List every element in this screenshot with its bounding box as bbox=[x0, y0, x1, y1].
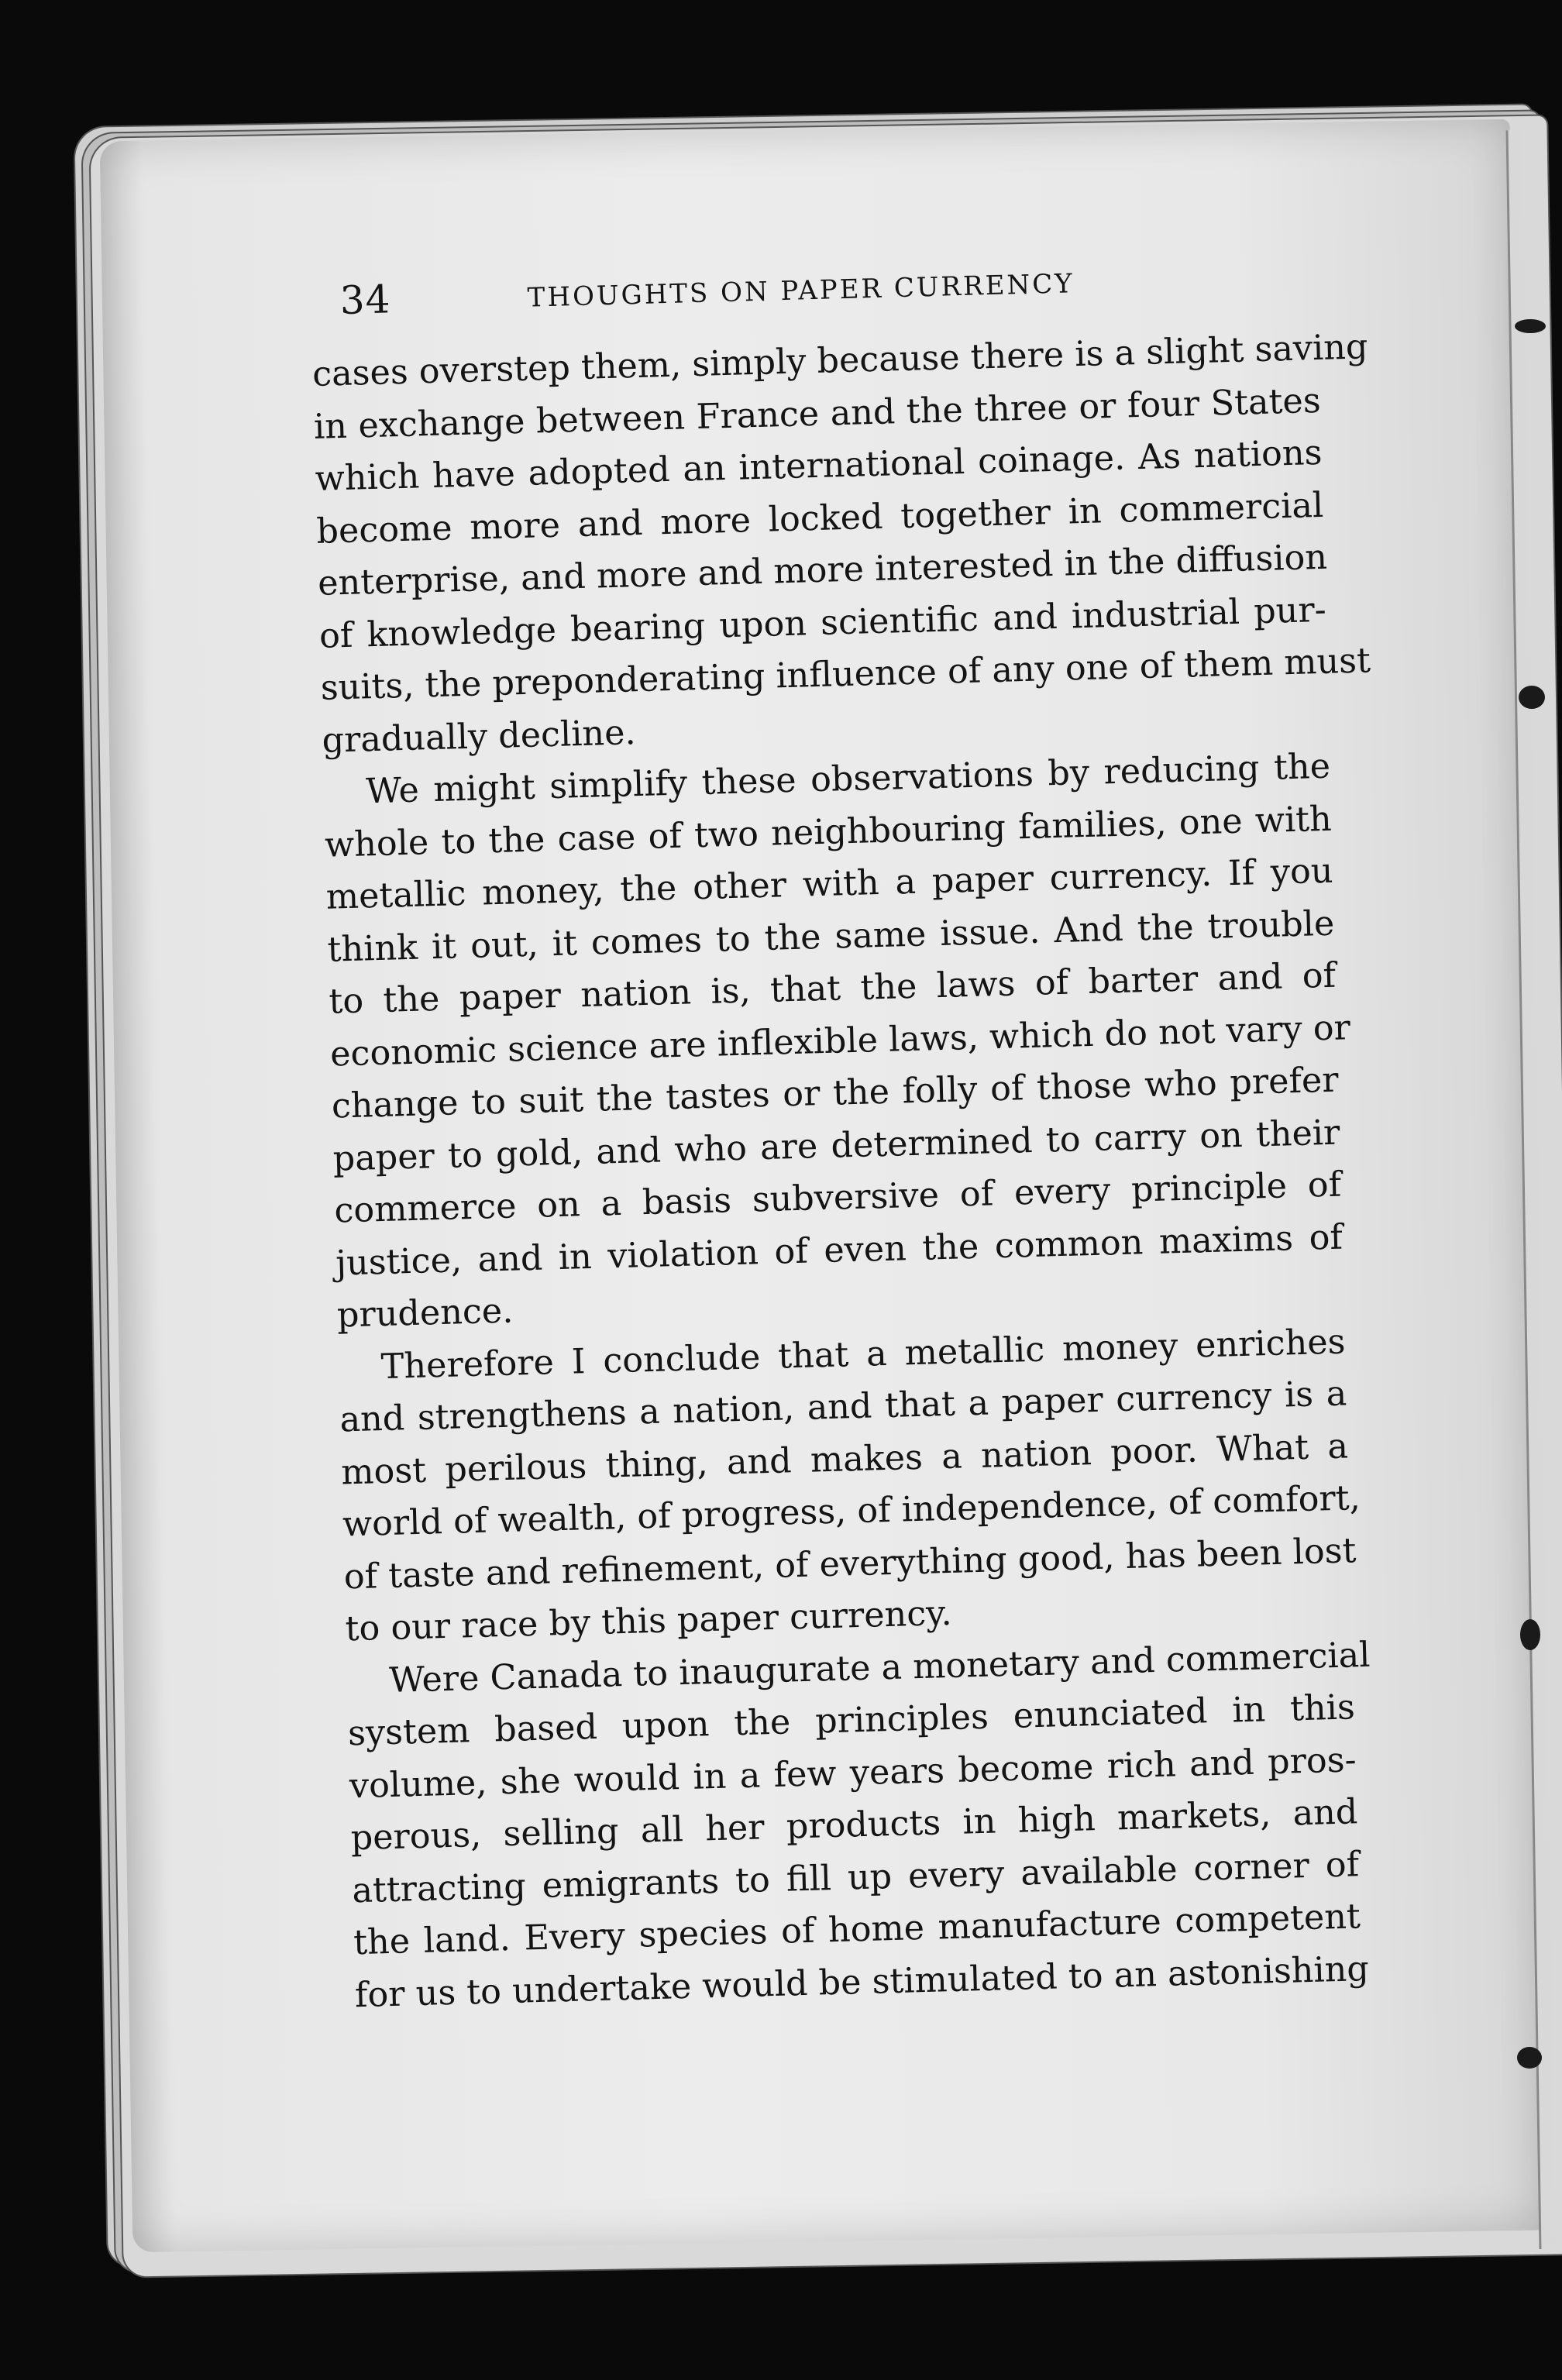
text-line: the land. Every species of home manufacture competent bbox=[353, 1897, 1361, 1963]
text-line: change to suit the tastes or the folly of those who prefer bbox=[331, 1060, 1340, 1126]
text-line: think it out, it comes to the same issue. And the trouble bbox=[327, 903, 1335, 970]
text-line: cases overstep them, simply because there is a slight saving bbox=[311, 327, 1369, 394]
text-line: and strengthens a nation, and that a paper currency is a bbox=[339, 1374, 1347, 1440]
text-line: most perilous thing, and makes a nation poor. What a bbox=[340, 1426, 1349, 1492]
text-line: We might simplify these observations by reducing the bbox=[365, 746, 1331, 812]
text-line: economic science are inflexible laws, which do not vary or bbox=[329, 1007, 1351, 1075]
text-line: whole to the case of two neighbouring families, one with bbox=[324, 799, 1333, 865]
paragraph bbox=[311, 322, 1371, 767]
text-line: paper to gold, and who are determined to carry on their bbox=[332, 1113, 1340, 1179]
paragraph bbox=[322, 741, 1351, 1342]
text-line: Were Canada to inaugurate a monetary and commercial bbox=[388, 1635, 1371, 1701]
text-line: world of wealth, of progress, of independence, of comfort, bbox=[342, 1478, 1361, 1545]
text-line: for us to undertake would be stimulated to an astonishing bbox=[354, 1948, 1370, 2015]
text-line: commerce on a basis subversive of every principle of bbox=[333, 1164, 1342, 1231]
text-line: of knowledge bearing upon scientific and industrial pur- bbox=[318, 590, 1327, 656]
paragraph bbox=[338, 1316, 1361, 1656]
text-line: enterprise, and more and more interested in the diffusion bbox=[317, 537, 1328, 604]
text-line: of taste and refinement, of everything good, has been lost bbox=[343, 1530, 1357, 1597]
page-number: 34 bbox=[339, 277, 392, 323]
body-text bbox=[311, 322, 1371, 2021]
text-line: in exchange between France and the three or four States bbox=[313, 380, 1322, 447]
text-line: become more and more locked together in commercial bbox=[315, 485, 1324, 552]
margin-mark bbox=[1519, 686, 1545, 709]
text-line: to the paper nation is, that the laws of barter and of bbox=[328, 955, 1337, 1022]
running-head: THOUGHTS ON PAPER CURRENCY bbox=[527, 268, 1075, 314]
text-line: which have adopted an international coinage. As nations bbox=[315, 432, 1323, 499]
text-line: metallic money, the other with a paper currency. If you bbox=[325, 851, 1334, 917]
text-line: perous, selling all her products in high markets, and bbox=[350, 1792, 1358, 1859]
margin-mark bbox=[1517, 2047, 1542, 2069]
text-line: Therefore I conclude that a metallic money enriches bbox=[380, 1321, 1347, 1387]
text-line: suits, the preponderating influence of any one of them must bbox=[320, 641, 1371, 708]
paragraph bbox=[346, 1629, 1371, 2021]
text-line: attracting emigrants to fill up every available corner of bbox=[351, 1844, 1360, 1911]
page-content bbox=[310, 253, 1371, 2021]
margin-mark bbox=[1515, 319, 1546, 333]
text-line: justice, and in violation of even the common maxims of bbox=[335, 1217, 1344, 1284]
text-line: prudence. bbox=[336, 1291, 514, 1336]
margin-mark bbox=[1520, 1619, 1540, 1650]
text-line: gradually decline. bbox=[321, 712, 637, 761]
text-line: system based upon the principles enunciated in this bbox=[347, 1687, 1356, 1754]
text-line: to our race by this paper currency. bbox=[344, 1593, 953, 1649]
text-line: volume, she would in a few years become rich and pros- bbox=[349, 1739, 1357, 1806]
